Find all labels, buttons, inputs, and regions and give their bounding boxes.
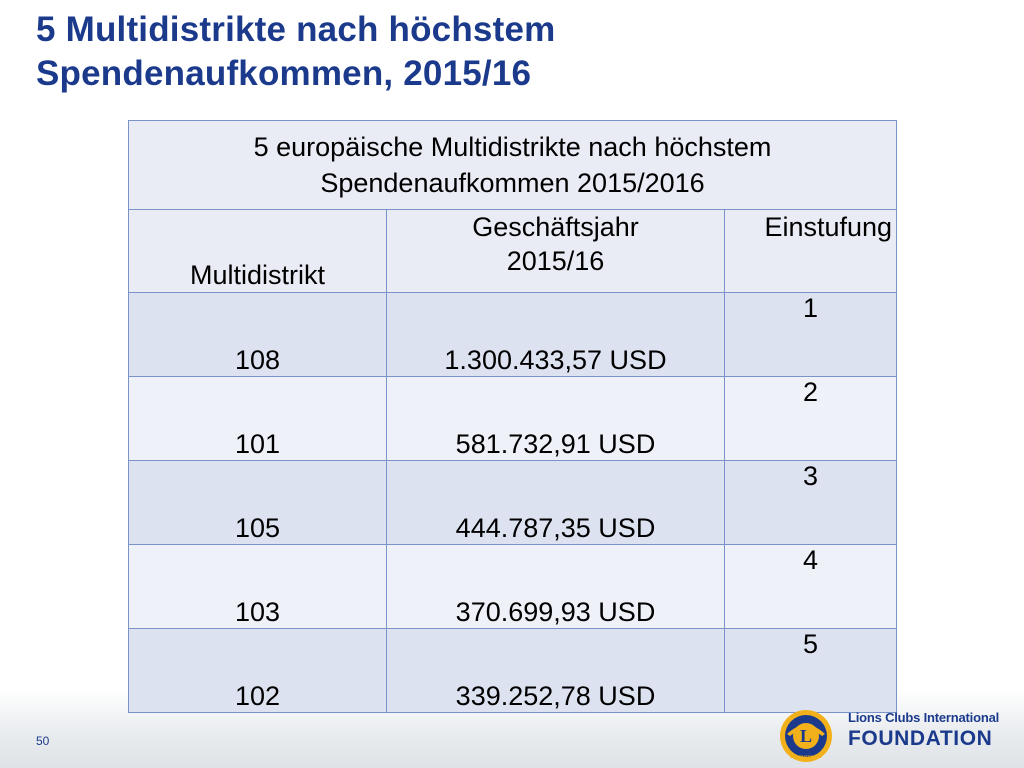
logo-line2: FOUNDATION [848, 727, 993, 750]
cell-district: 103 [129, 545, 387, 629]
emblem-letter: L [799, 726, 813, 746]
table-caption [129, 121, 897, 210]
slide-title-line2: Spendenaufkommen, 2015/16 [36, 54, 532, 93]
table-row [129, 461, 897, 545]
header-district: Multidistrikt [129, 210, 387, 293]
header-fiscal-year-line1: Geschäftsjahr [472, 212, 639, 242]
header-fiscal-year-line2: 2015/16 [506, 246, 605, 276]
logo-line1: Lions Clubs International [848, 710, 1000, 725]
cell-rank: 3 [725, 461, 897, 545]
slide-title-line1: 5 Multidistrikte nach höchstem [36, 10, 556, 49]
cell-amount: 339.252,78 USD [387, 629, 725, 713]
table-row [129, 377, 897, 461]
table-header-row [129, 210, 897, 293]
slide-title [36, 8, 555, 96]
cell-amount: 581.732,91 USD [387, 377, 725, 461]
lions-foundation-logo [776, 708, 1006, 764]
page-number: 50 [36, 734, 50, 748]
table-caption-row [129, 121, 897, 210]
cell-rank: 5 [725, 629, 897, 713]
table-caption-line2: Spendenaufkommen 2015/2016 [320, 168, 705, 198]
cell-district: 105 [129, 461, 387, 545]
donations-table [128, 120, 897, 713]
logo-wordmark [848, 710, 999, 752]
cell-amount: 444.787,35 USD [387, 461, 725, 545]
lions-emblem-icon [776, 708, 836, 764]
cell-rank: 2 [725, 377, 897, 461]
table-row [129, 545, 897, 629]
header-rank: Einstufung [725, 210, 897, 293]
cell-amount: 1.300.433,57 USD [387, 293, 725, 377]
cell-amount: 370.699,93 USD [387, 545, 725, 629]
cell-rank: 4 [725, 545, 897, 629]
cell-rank: 1 [725, 293, 897, 377]
emblem-ring-text: INTERNATIONAL [789, 754, 823, 759]
cell-district: 101 [129, 377, 387, 461]
cell-district: 102 [129, 629, 387, 713]
table-caption-line1: 5 europäische Multidistrikte nach höchstem [253, 132, 772, 162]
cell-district: 108 [129, 293, 387, 377]
table-row [129, 293, 897, 377]
header-fiscal-year [387, 210, 725, 293]
table-row [129, 629, 897, 713]
